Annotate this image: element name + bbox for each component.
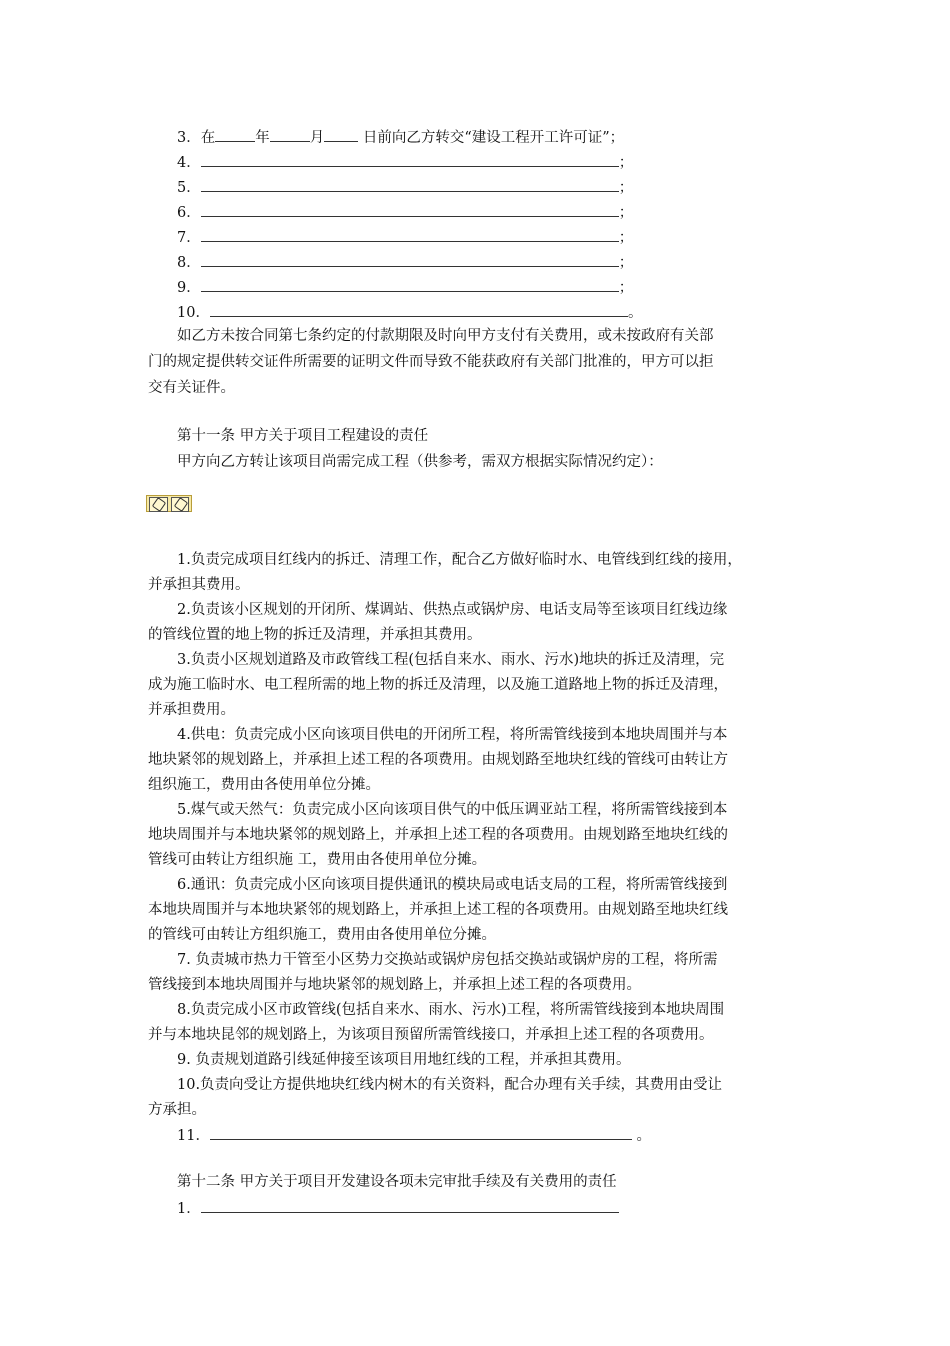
article-11-line: 并承担费用。 xyxy=(148,702,235,718)
item-6 xyxy=(177,203,633,222)
article-12-item-1 xyxy=(177,1199,619,1218)
item-punct: ； xyxy=(618,205,634,221)
article-11-line: 成为施工临时水、电工程所需的地上物的拆迁及清理，以及施工道路地上物的拆迁及清理， xyxy=(148,677,728,693)
item-8 xyxy=(177,253,633,272)
year-label: 年 xyxy=(255,130,270,146)
article-11-line: 10.负责向受让方提供地块红线内树木的有关资料，配合办理有关手续，其费用由受让 xyxy=(177,1077,723,1093)
day-blank xyxy=(324,128,358,142)
item-number: 7． xyxy=(177,230,201,246)
article-11-line: 1.负责完成项目红线内的拆迁、清理工作，配合乙方做好临时水、电管线到红线的接用， xyxy=(177,552,742,568)
year-blank xyxy=(215,128,255,142)
fill-blank xyxy=(201,203,619,217)
fill-blank xyxy=(201,253,619,267)
fill-blank xyxy=(201,228,619,242)
item-number: 11． xyxy=(177,1128,210,1144)
item-4 xyxy=(177,153,633,172)
fill-blank xyxy=(201,278,619,292)
item-number: 8． xyxy=(177,255,201,271)
article-11-title: 第十一条 甲方关于项目工程建设的责任 xyxy=(177,428,429,444)
item-number: 1． xyxy=(177,1201,201,1217)
item-3 xyxy=(177,128,624,147)
item-number: 4． xyxy=(177,155,201,171)
item-punct: ； xyxy=(618,230,634,246)
article-11-line: 地块周围并与本地块紧邻的规划路上，并承担上述工程的各项费用。由规划路至地块红线的 xyxy=(148,827,728,843)
item-punct: ； xyxy=(618,155,634,171)
month-blank xyxy=(270,128,310,142)
item-10 xyxy=(177,303,642,322)
fill-blank xyxy=(201,153,619,167)
fill-blank xyxy=(201,1199,619,1213)
item-3-text: 日前向乙方转交“建设工程开工许可证”； xyxy=(358,130,625,146)
article-11-intro: 甲方向乙方转让该项目尚需完成工程（供参考，需双方根据实际情况约定）： xyxy=(177,454,663,470)
para-line: 门的规定提供转交证件所需要的证明文件而导致不能获政府有关部门批准的，甲方可以拒 xyxy=(148,354,714,370)
article-11-line: 3.负责小区规划道路及市政管线工程(包括自来水、雨水、污水)地块的拆迁及清理，完 xyxy=(177,652,725,668)
article-11-line: 6.通讯：负责完成小区向该项目提供通讯的模块局或电话支局的工程，将所需管线接到 xyxy=(177,877,728,893)
article-11-line: 5.煤气或天然气：负责完成小区向该项目供气的中低压调亚站工程，将所需管线接到本 xyxy=(177,802,728,818)
edit-icon[interactable] xyxy=(171,497,190,512)
para-line: 如乙方未按合同第七条约定的付款期限及时向甲方支付有关费用，或未按政府有关部 xyxy=(177,328,714,344)
item-9 xyxy=(177,278,633,297)
article-11-line: 方承担。 xyxy=(148,1102,206,1118)
fill-blank xyxy=(201,178,619,192)
article-11-line: 4.供电：负责完成小区向该项目供电的开闭所工程，将所需管线接到本地块周围并与本 xyxy=(177,727,728,743)
article-11-line: 地块紧邻的规划路上，并承担上述工程的各项费用。由规划路至地块红线的管线可由转让方 xyxy=(148,752,728,768)
article-11-line: 的管线位置的地上物的拆迁及清理，并承担其费用。 xyxy=(148,627,482,643)
article-11-line: 组织施工，费用由各使用单位分摊。 xyxy=(148,777,380,793)
article-11-line: 9. 负责规划道路引线延伸接至该项目用地红线的工程，并承担其费用。 xyxy=(177,1052,631,1068)
para-line: 交有关证件。 xyxy=(148,380,235,396)
embedded-object-icons[interactable] xyxy=(146,495,192,512)
article-11-line: 的管线可由转让方组织施工，费用由各使用单位分摊。 xyxy=(148,927,496,943)
fill-blank xyxy=(210,1126,632,1140)
article-11-line: 管线可由转让方组织施 工，费用由各使用单位分摊。 xyxy=(148,852,487,868)
article-11-line: 7. 负责城市热力干管至小区势力交换站或锅炉房包括交换站或锅炉房的工程，将所需 xyxy=(177,952,718,968)
item-number: 6． xyxy=(177,205,201,221)
item-number: 9． xyxy=(177,280,201,296)
item-7 xyxy=(177,228,633,247)
item-punct: ； xyxy=(618,280,634,296)
item-5 xyxy=(177,178,633,197)
month-label: 月 xyxy=(309,130,325,146)
item-punct: 。 xyxy=(631,1128,652,1144)
item-11 xyxy=(177,1126,651,1145)
article-11-line: 管线接到本地块周围并与地块紧邻的规划路上，并承担上述工程的各项费用。 xyxy=(148,977,641,993)
item-number: 10． xyxy=(177,305,210,321)
article-11-line: 8.负责完成小区市政管线(包括自来水、雨水、污水)工程，将所需管线接到本地块周围 xyxy=(177,1002,725,1018)
article-11-line: 2.负责该小区规划的开闭所、煤调站、供热点或锅炉房、电话支局等至该项目红线边缘 xyxy=(177,602,728,618)
item-punct: ； xyxy=(618,255,634,271)
item-3-prefix: 3．在 xyxy=(177,130,216,146)
article-11-line: 并承担其费用。 xyxy=(148,577,250,593)
item-number: 5． xyxy=(177,180,201,196)
article-11-line: 本地块周围并与本地块紧邻的规划路上，并承担上述工程的各项费用。由规划路至地块红线 xyxy=(148,902,728,918)
item-punct: ； xyxy=(618,180,634,196)
edit-icon[interactable] xyxy=(149,497,168,512)
article-11-line: 并与本地块昆邻的规划路上，为该项目预留所需管线接口，并承担上述工程的各项费用。 xyxy=(148,1027,714,1043)
article-12-title: 第十二条 甲方关于项目开发建设各项未完审批手续及有关费用的责任 xyxy=(177,1174,617,1190)
item-punct: 。 xyxy=(627,305,643,321)
fill-blank xyxy=(210,303,628,317)
